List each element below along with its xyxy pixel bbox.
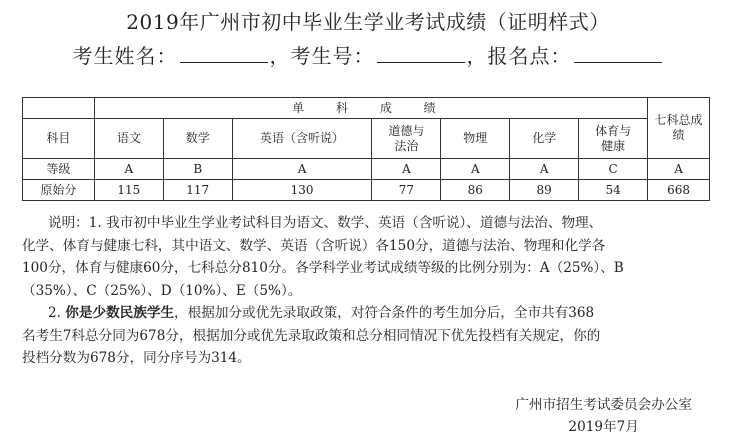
score-table	[22, 97, 710, 201]
subject-header: 化学	[510, 119, 579, 159]
note1-line: 说明：1. 我市初中毕业生学业考试科目为语文、数学、英语（含听说）、道德与法治、物理、	[48, 215, 603, 231]
note2-line: 投档分数为678分，同分序号为314。	[22, 350, 251, 366]
signature-block	[515, 394, 692, 438]
note2-line: 名考生7科总分同为678分，根据加分或优先录取政策和总分相同情况下优先投档有关规定，你的	[22, 327, 601, 344]
issuing-office: 广州市招生考试委员会办公室	[515, 397, 692, 413]
grade-cell: A	[94, 159, 163, 180]
subject-header: 道德与法治	[372, 119, 441, 159]
raw-score-cell: 130	[232, 180, 372, 201]
single-subject-header: 单 科 成 绩	[94, 98, 647, 119]
table-row	[23, 98, 710, 119]
notes-section	[22, 212, 722, 370]
subject-header: 体育与健康	[579, 119, 648, 159]
document-title: 2019年广州市初中毕业生学业考试成绩（证明样式）	[126, 10, 610, 34]
note1-line: （35%）、C（25%）、D（10%）、E（5%）。	[22, 282, 302, 299]
note2-number: 2.	[48, 305, 66, 321]
raw-score-cell: 89	[510, 180, 579, 201]
raw-score-cell: 117	[163, 180, 232, 201]
grade-cell: A	[510, 159, 579, 180]
candidate-info-line	[0, 40, 736, 69]
grade-cell: C	[579, 159, 648, 180]
grade-cell: A	[372, 159, 441, 180]
subject-header: 数学	[163, 119, 232, 159]
note1-line: 化学、体育与健康七科，其中语文、数学、英语（含听说）各150分，道德与法治、物理和化学各	[22, 237, 606, 254]
raw-score-row-label: 原始分	[23, 180, 95, 201]
grade-row-label: 等级	[23, 159, 95, 180]
registration-site-label: ，报名点：	[466, 44, 572, 68]
registration-site-blank	[574, 43, 662, 63]
note2-highlight: 你是少数民族学生	[65, 305, 175, 321]
issue-date: 2019年7月	[568, 419, 639, 435]
total-score-header: 七科总成绩	[648, 98, 710, 159]
raw-score-cell: 115	[94, 180, 163, 201]
raw-score-cell: 86	[441, 180, 510, 201]
table-row	[23, 119, 710, 159]
subject-header: 语文	[94, 119, 163, 159]
raw-score-cell: 668	[648, 180, 710, 201]
grade-cell: A	[232, 159, 372, 180]
raw-score-cell: 54	[579, 180, 648, 201]
table-cell-empty	[23, 98, 95, 119]
table-row	[23, 159, 710, 180]
subject-header: 物理	[441, 119, 510, 159]
name-label: 考生姓名：	[72, 44, 178, 68]
subject-row-label: 科目	[23, 119, 95, 159]
candidate-id-label: ，考生号：	[269, 44, 375, 68]
raw-score-cell: 77	[372, 180, 441, 201]
subject-header: 英语（含听说）	[232, 119, 372, 159]
grade-cell: A	[441, 159, 510, 180]
candidate-id-blank	[377, 43, 465, 63]
note1-line: 100分，体育与健康60分，七科总分810分。各学科学业考试成绩等级的比例分别为：A（25%）、B	[22, 260, 624, 276]
grade-cell: B	[163, 159, 232, 180]
note2-line	[22, 302, 722, 325]
note2-text: ，根据加分或优先录取政策，对符合条件的考生加分后，全市共有368	[174, 305, 595, 321]
grade-cell: A	[648, 159, 710, 180]
name-blank	[180, 43, 268, 63]
table-row	[23, 180, 710, 201]
